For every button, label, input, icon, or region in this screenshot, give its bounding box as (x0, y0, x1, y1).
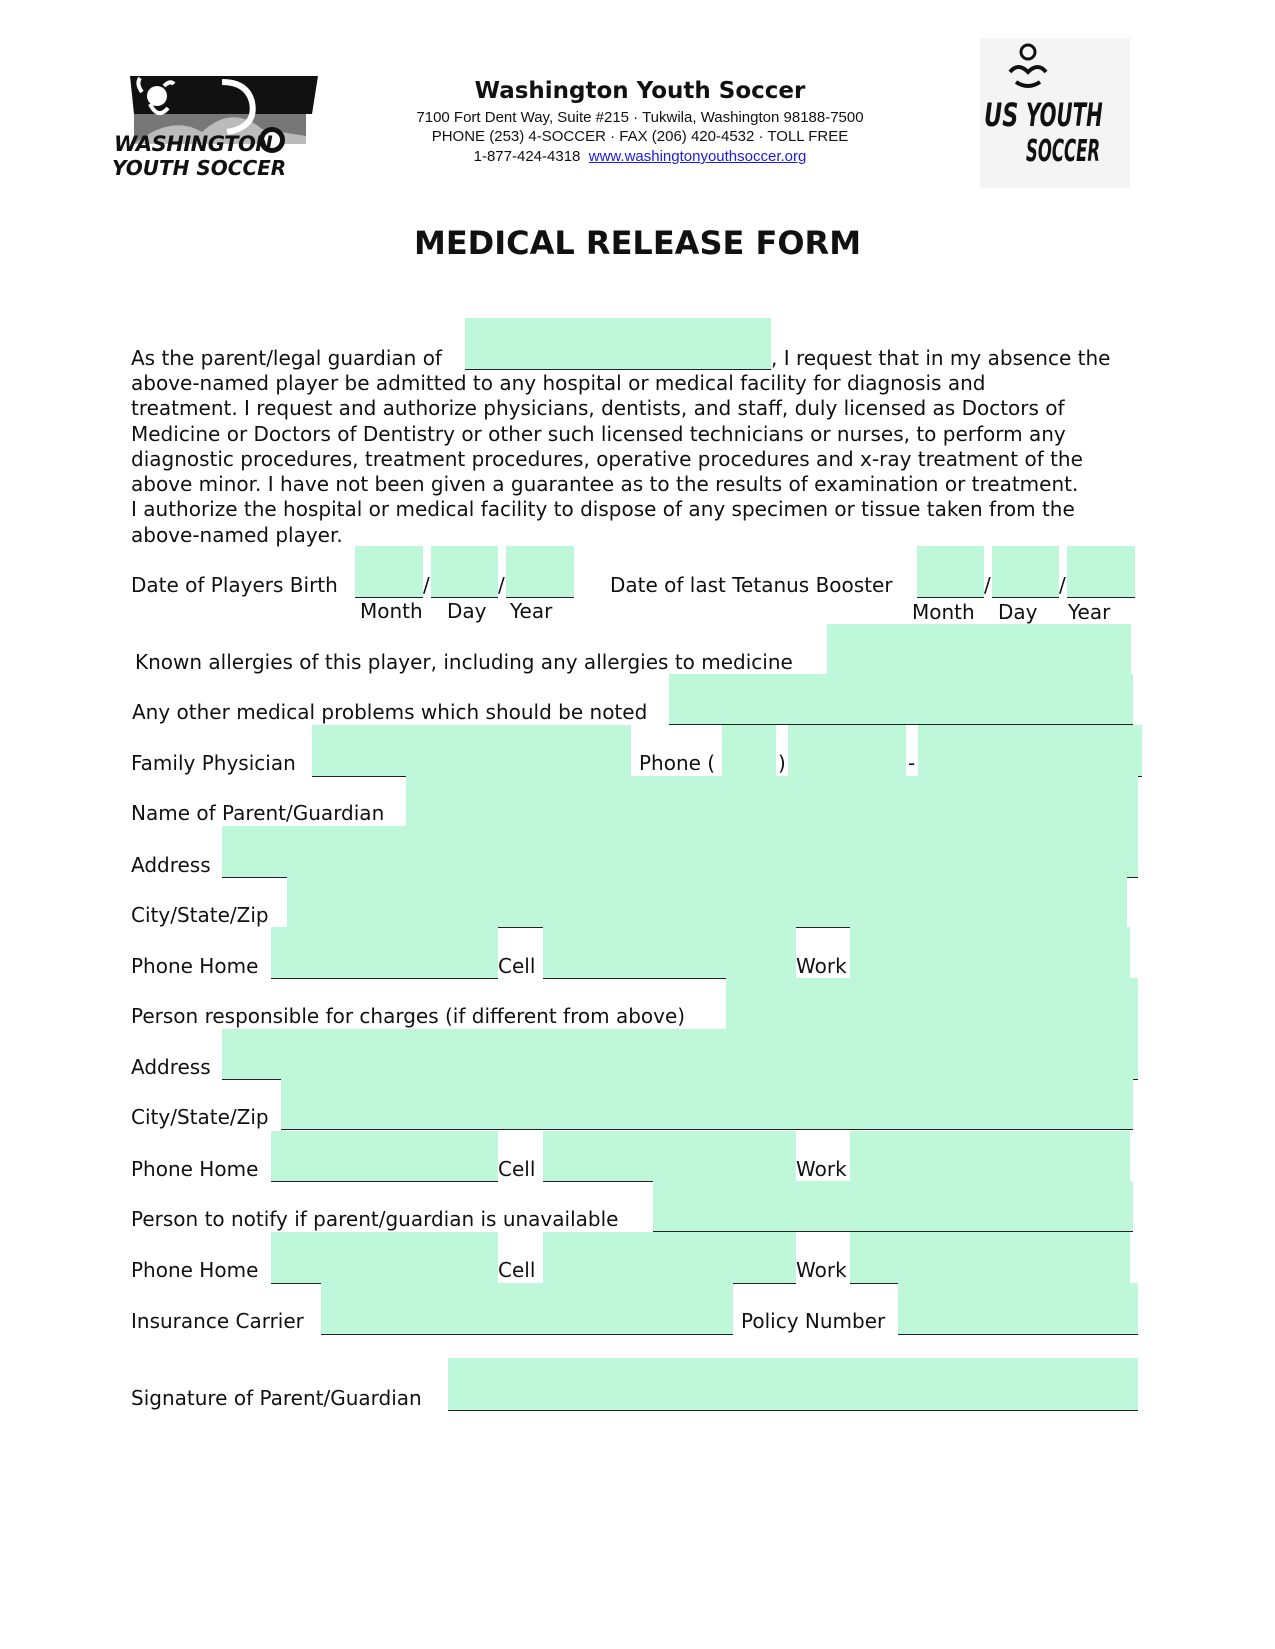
responsible-label: Person responsible for charges (if different from above) (131, 1004, 686, 1028)
allergies-label: Known allergies of this player, including any allergies to medicine (135, 650, 793, 674)
signature-label: Signature of Parent/Guardian (131, 1386, 422, 1410)
org-address: 7100 Fort Dent Way, Suite #215 · Tukwila, Washington 98188-7500 (416, 109, 864, 126)
notify-label: Person to notify if parent/guardian is unavailable (131, 1207, 619, 1231)
birth-month-caption: Month (360, 599, 423, 623)
responsible-city-state-zip-field[interactable] (281, 1079, 1133, 1130)
work-label: Work (796, 954, 847, 978)
insurance-field[interactable] (321, 1283, 733, 1335)
responsible-address-field[interactable] (222, 1029, 1138, 1080)
family-physician-field[interactable] (312, 725, 631, 777)
insurance-label: Insurance Carrier (131, 1309, 304, 1333)
birth-day-field[interactable] (431, 546, 498, 598)
birth-year-caption: Year (510, 599, 553, 623)
birth-day-caption: Day (447, 599, 487, 623)
slash: / (1059, 573, 1066, 597)
org-tollfree-line (340, 147, 940, 166)
signature-field[interactable] (448, 1358, 1138, 1411)
phone-close-paren: ) (778, 751, 786, 775)
player-name-field[interactable] (465, 318, 771, 370)
phone-home-label: Phone Home (131, 1157, 259, 1181)
phone-home-label: Phone Home (131, 954, 259, 978)
phone-dash: - (908, 751, 916, 775)
website-link[interactable]: www.washingtonyouthsoccer.org (588, 148, 807, 165)
address-field[interactable] (222, 826, 1138, 878)
logo-text-line1: WASHINGTON (114, 132, 273, 156)
us-logo-text-soccer: SOCCER (1026, 134, 1101, 169)
notify-cell-field[interactable] (543, 1232, 796, 1284)
notify-phone-home-field[interactable] (271, 1232, 498, 1284)
tetanus-year-caption: Year (1068, 600, 1111, 624)
slash: / (423, 573, 430, 597)
intro-line: above-named player. (131, 522, 343, 547)
org-phone: PHONE (253) 4-SOCCER · FAX (206) 420-4532 · TOLL FREE (431, 128, 849, 145)
tetanus-day-field[interactable] (992, 546, 1059, 598)
work-label: Work (796, 1157, 847, 1181)
birth-date-label: Date of Players Birth (131, 573, 338, 597)
us-logo-text-youth: YOUTH (1026, 96, 1103, 134)
city-state-zip-label: City/State/Zip (131, 1105, 269, 1129)
medical-problems-field[interactable] (669, 674, 1133, 725)
work-field[interactable] (850, 927, 1130, 979)
cell-label: Cell (498, 1157, 536, 1181)
address-label: Address (131, 1055, 211, 1079)
intro-line: above minor. I have not been given a guarantee as to the results of examination or treatment. (131, 472, 1079, 497)
birth-year-field[interactable] (506, 546, 574, 598)
physician-area-code-field[interactable] (722, 725, 776, 777)
intro-paragraph (131, 371, 1141, 548)
notify-work-field[interactable] (850, 1232, 1130, 1284)
intro-line: I authorize the hospital or medical facility to dispose of any specimen or tissue taken from the (131, 497, 1075, 522)
intro-lead: As the parent/legal guardian of (131, 346, 442, 370)
us-youth-soccer-logo (980, 38, 1130, 188)
city-state-zip-field[interactable] (287, 876, 1127, 928)
page-title: MEDICAL RELEASE FORM (413, 224, 862, 262)
washington-youth-soccer-logo (112, 74, 318, 186)
physician-phone-prefix-field[interactable] (788, 725, 906, 777)
policy-field[interactable] (898, 1283, 1138, 1335)
tetanus-day-caption: Day (998, 600, 1038, 624)
physician-phone-number-field[interactable] (918, 725, 1142, 777)
city-state-zip-label: City/State/Zip (131, 903, 269, 927)
tetanus-label: Date of last Tetanus Booster (610, 573, 893, 597)
allergies-field[interactable] (827, 624, 1131, 675)
logo-text-line2: YOUTH SOCCER (112, 156, 287, 180)
birth-month-field[interactable] (355, 546, 423, 598)
intro-line: diagnostic procedures, treatment procedures, operative procedures and x-ray treatment of the (131, 446, 1083, 471)
us-logo-text-us: US (984, 96, 1019, 134)
responsible-cell-field[interactable] (543, 1131, 796, 1182)
slash: / (984, 573, 991, 597)
parent-name-field[interactable] (406, 776, 1138, 827)
intro-line: above-named player be admitted to any hospital or medical facility for diagnosis and (131, 371, 986, 395)
phone-home-field[interactable] (271, 927, 498, 979)
phone-home-label: Phone Home (131, 1258, 259, 1282)
parent-name-label: Name of Parent/Guardian (131, 801, 385, 825)
physician-phone-label: Phone ( (639, 751, 716, 775)
notify-field[interactable] (653, 1181, 1133, 1232)
medical-problems-label: Any other medical problems which should be noted (132, 700, 648, 724)
responsible-work-field[interactable] (850, 1131, 1130, 1182)
tetanus-month-field[interactable] (917, 546, 984, 598)
family-physician-label: Family Physician (131, 751, 296, 775)
cell-label: Cell (498, 954, 536, 978)
slash: / (498, 573, 505, 597)
cell-label: Cell (498, 1258, 536, 1282)
cell-field[interactable] (543, 927, 796, 979)
intro-line: Medicine or Doctors of Dentistry or other such licensed technicians or nurses, to perform any (131, 421, 1066, 446)
tetanus-month-caption: Month (912, 600, 975, 624)
tetanus-year-field[interactable] (1067, 546, 1135, 598)
responsible-field[interactable] (726, 978, 1138, 1030)
intro-line: treatment. I request and authorize physicians, dentists, and staff, duly licensed as Doctors of (131, 396, 1065, 421)
policy-label: Policy Number (741, 1309, 886, 1333)
org-name: Washington Youth Soccer (474, 78, 806, 104)
work-label: Work (796, 1258, 847, 1282)
address-label: Address (131, 853, 211, 877)
responsible-phone-home-field[interactable] (271, 1131, 498, 1182)
intro-after-field: , I request that in my absence the (771, 346, 1111, 370)
tollfree-number: 1-877-424-4318 (473, 148, 581, 165)
